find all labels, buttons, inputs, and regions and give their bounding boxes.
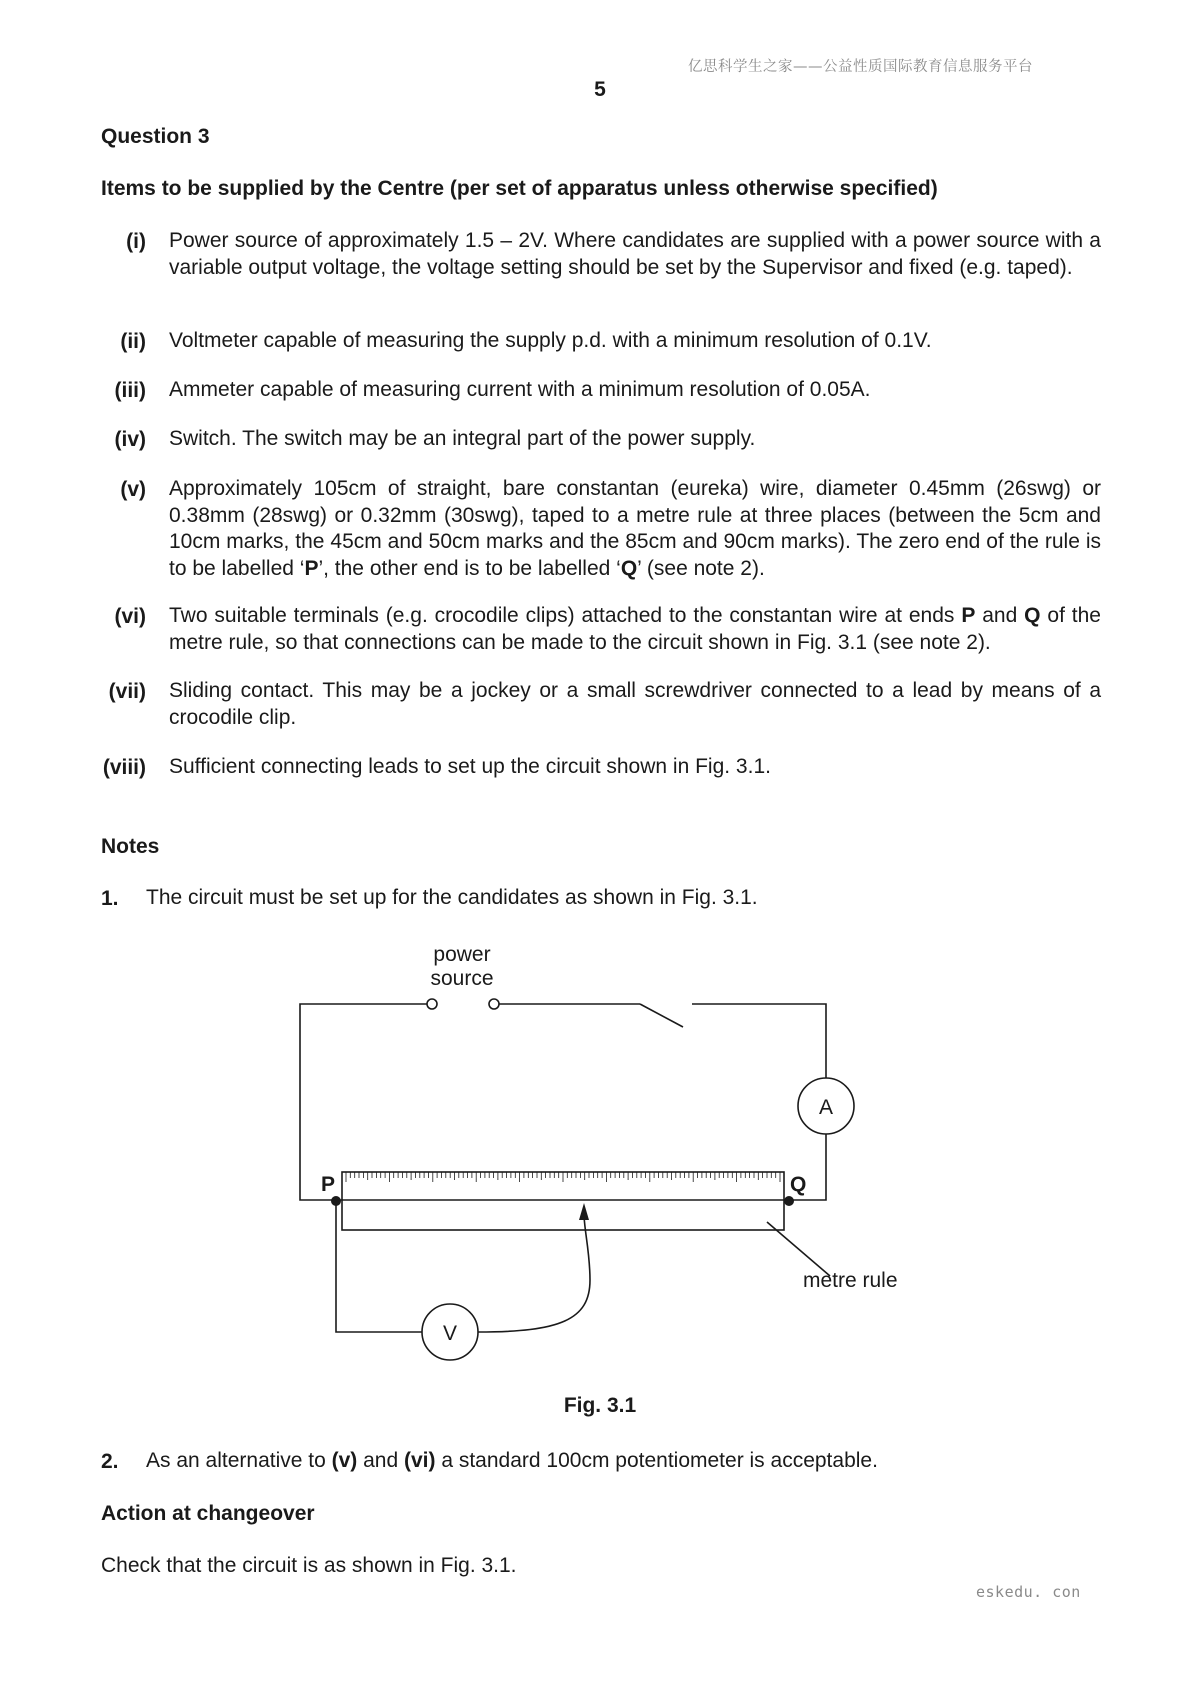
- item-text: Approximately 105cm of straight, bare constantan (eureka) wire, diameter 0.45mm (26swg) or 0.38mm (28swg) or 0.32mm (30swg), taped to a metre rule at three places (between the 5cm and 10cm marks, the 45cm and 50cm marks and the 85cm and 90cm marks). The zero end of the rule is to be labelled ‘P’, the other end is to be labelled ‘Q’ (see note 2).: [169, 477, 1101, 580]
- note-number: 2.: [101, 1450, 119, 1473]
- note-text: As an alternative to (v) and (vi) a standard 100cm potentiometer is acceptable.: [146, 1449, 878, 1472]
- changeover-heading: Action at changeover: [101, 1502, 315, 1525]
- terminal-q-dot: [784, 1196, 794, 1206]
- item-text: Sufficient connecting leads to set up the circuit shown in Fig. 3.1.: [169, 755, 771, 778]
- power-terminal-right: [489, 999, 499, 1009]
- label-ammeter: A: [818, 1096, 834, 1119]
- note-number: 1.: [101, 887, 119, 910]
- label-voltmeter: V: [442, 1322, 458, 1345]
- item-number: (iv): [114, 428, 146, 451]
- item-number: (vi): [114, 605, 146, 628]
- wire-top-left: [300, 1004, 428, 1200]
- jockey-arrow: [579, 1203, 589, 1220]
- power-terminal-left: [427, 999, 437, 1009]
- item-number: (viii): [102, 756, 146, 779]
- label-metre-rule: metre rule: [803, 1269, 898, 1292]
- metre-rule-pointer: [767, 1222, 830, 1276]
- item-text: Two suitable terminals (e.g. crocodile clips) attached to the constantan wire at ends P and Q of the metre rule, so that connections can be made to the circuit shown in Fig. 3.1 (see note 2).: [169, 604, 1101, 654]
- watermark-top: 亿思科学生之家——公益性质国际教育信息服务平台: [688, 59, 1033, 75]
- label-source: source: [430, 967, 494, 990]
- changeover-text: Check that the circuit is as shown in Fig. 3.1.: [101, 1554, 517, 1577]
- label-power: power: [433, 943, 491, 966]
- page-number: 5: [594, 78, 606, 101]
- wire-p-to-voltmeter: [336, 1201, 422, 1332]
- wire-switch-to-ammeter: [692, 1004, 826, 1078]
- item-text: Sliding contact. This may be a jockey or a small screwdriver connected to a lead by means of a crocodile clip.: [169, 679, 1101, 729]
- item-text: Voltmeter capable of measuring the supply p.d. with a minimum resolution of 0.1V.: [169, 329, 932, 352]
- items-heading: Items to be supplied by the Centre (per set of apparatus unless otherwise specified): [101, 177, 938, 200]
- item-text: Power source of approximately 1.5 – 2V. Where candidates are supplied with a power source with a variable output voltage, the voltage setting should be set by the Supervisor and fixed (e.g. taped).: [169, 229, 1101, 279]
- note-text: The circuit must be set up for the candidates as shown in Fig. 3.1.: [146, 886, 758, 909]
- question-title: Question 3: [101, 125, 210, 148]
- item-text: Switch. The switch may be an integral part of the power supply.: [169, 427, 756, 450]
- item-number: (i): [126, 230, 146, 253]
- item-number: (v): [120, 478, 146, 501]
- notes-heading: Notes: [101, 835, 160, 858]
- terminal-p-dot: [331, 1196, 341, 1206]
- switch-blade: [640, 1004, 683, 1027]
- item-number: (iii): [114, 379, 146, 402]
- rule-ticks: [346, 1172, 780, 1182]
- item-number: (ii): [120, 330, 146, 353]
- figure-caption: Fig. 3.1: [563, 1394, 637, 1417]
- item-number: (vii): [108, 680, 146, 703]
- label-p: P: [321, 1173, 336, 1196]
- item-text: Ammeter capable of measuring current with a minimum resolution of 0.05A.: [169, 378, 871, 401]
- watermark-bottom: eskedu. con: [976, 1583, 1081, 1601]
- label-q: Q: [790, 1173, 807, 1196]
- jockey-lead: [478, 1210, 590, 1332]
